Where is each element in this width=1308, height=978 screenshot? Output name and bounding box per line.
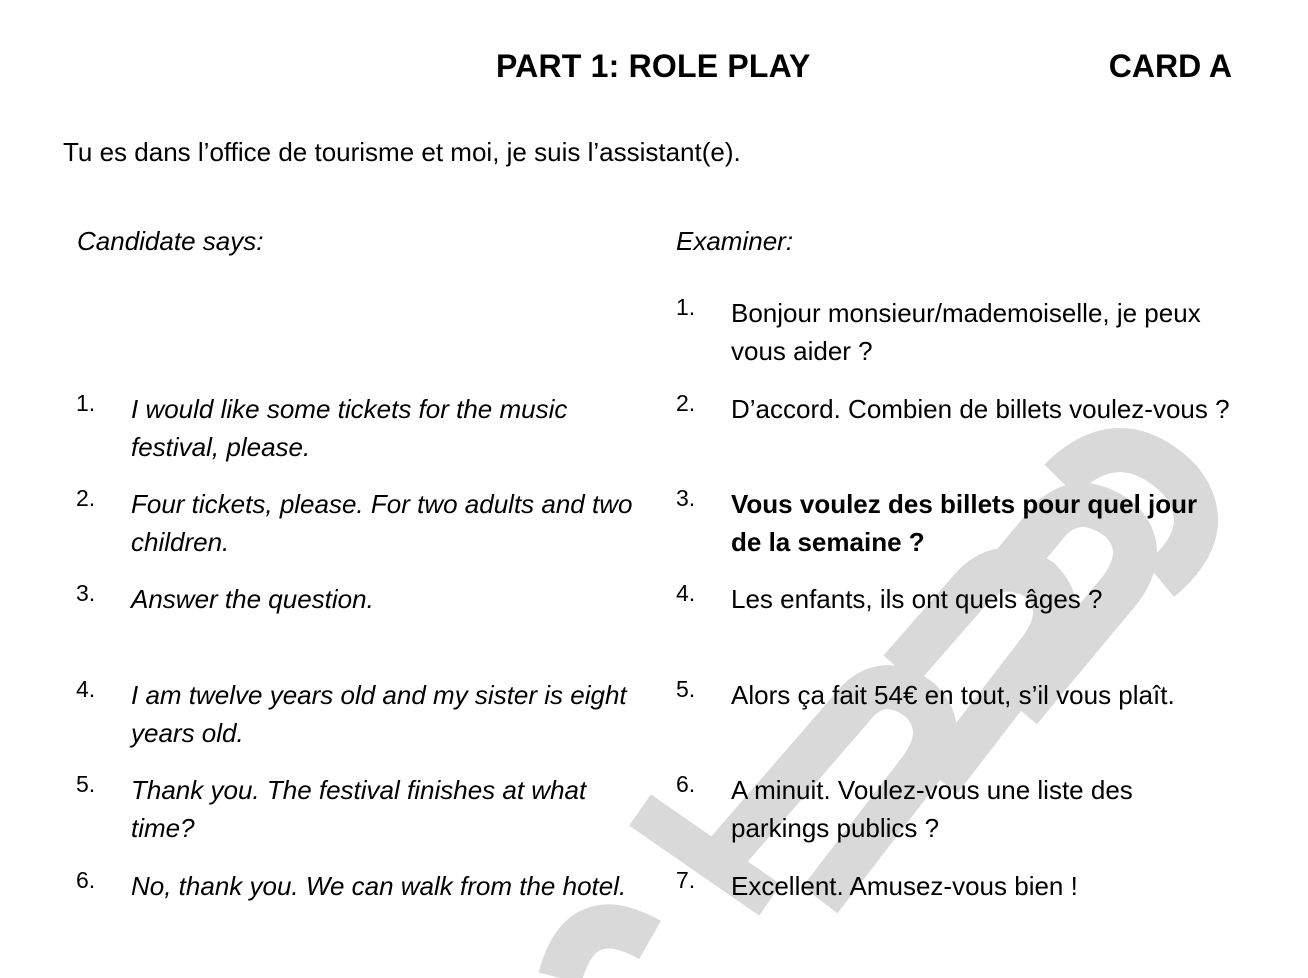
candidate-item: [76, 580, 646, 620]
candidate-item: [76, 867, 646, 947]
item-text: Excellent. Amusez-vous bien !: [731, 871, 1078, 901]
item-text: Thank you. The festival finishes at what time?: [131, 775, 587, 843]
item-text: A minuit. Voulez-vous une liste des parkings publics ?: [731, 775, 1133, 843]
item-text: D’accord. Combien de billets voulez-vous ?: [731, 394, 1230, 424]
item-text: Bonjour monsieur/mademoiselle, je peux vous aider ?: [731, 298, 1201, 366]
examiner-item: [676, 676, 1236, 716]
item-number: 6.: [676, 771, 696, 797]
item-number: 1.: [76, 390, 96, 416]
item-number: 1.: [676, 294, 696, 320]
item-number: 5.: [676, 676, 696, 702]
candidate-item: [76, 485, 646, 565]
card-label: CARD A: [1108, 48, 1232, 84]
candidate-item: [76, 676, 646, 756]
item-text: No, thank you. We can walk from the hotel.: [131, 871, 627, 901]
item-number: 6.: [76, 867, 96, 893]
examiner-item-highlighted: [676, 485, 1236, 565]
item-number: 3.: [676, 485, 696, 511]
examiner-item: [676, 294, 1236, 374]
intro-text: Tu es dans l’office de tourisme et moi, je suis l’assistant(e).: [63, 137, 741, 167]
examiner-item: [676, 867, 1236, 907]
examiner-item: [676, 390, 1236, 470]
item-number: 3.: [76, 580, 96, 606]
item-text: Answer the question.: [131, 584, 374, 614]
item-number: 4.: [76, 676, 96, 702]
candidate-item: [76, 390, 646, 470]
page-title: PART 1: ROLE PLAY: [496, 48, 811, 84]
item-text: Alors ça fait 54€ en tout, s’il vous plaît.: [731, 680, 1175, 710]
item-text: Vous voulez des billets pour quel jour de la semaine ?: [731, 489, 1198, 557]
item-text: Four tickets, please. For two adults and two children.: [131, 489, 633, 557]
item-text: Les enfants, ils ont quels âges ?: [731, 584, 1103, 614]
examiner-item: [676, 771, 1236, 851]
examiner-heading: Examiner:: [676, 226, 794, 256]
item-number: 2.: [676, 390, 696, 416]
item-number: 7.: [676, 867, 696, 893]
item-number: 4.: [676, 580, 696, 606]
item-text: I would like some tickets for the music festival, please.: [131, 394, 568, 462]
candidate-item: [76, 771, 646, 851]
item-number: 5.: [76, 771, 96, 797]
candidate-heading: Candidate says:: [77, 226, 264, 256]
item-text: I am twelve years old and my sister is eight years old.: [131, 680, 627, 748]
item-number: 2.: [76, 485, 96, 511]
examiner-item: [676, 580, 1236, 620]
